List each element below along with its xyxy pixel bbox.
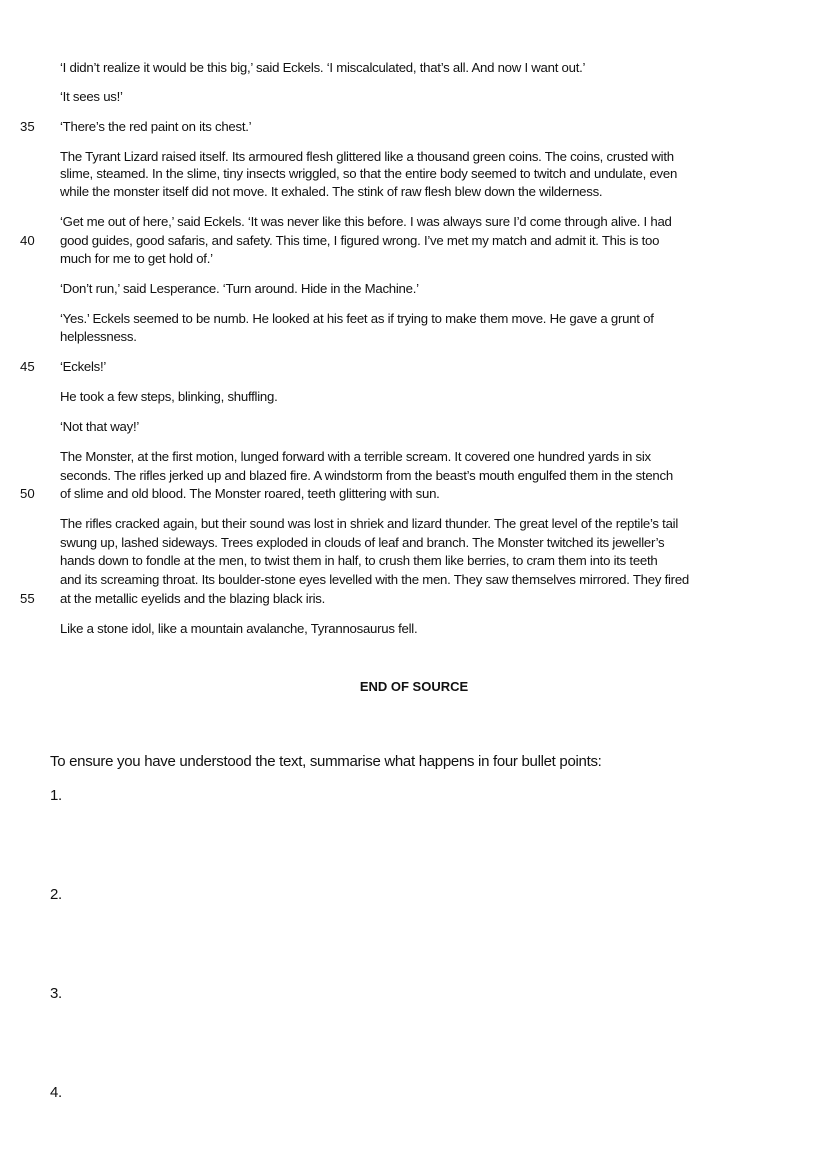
paragraph-12-line: The rifles cracked again, but their sound was lost in shriek and lizard thunder. The great level of the reptile’s tail: [60, 516, 679, 531]
paragraph-5-line: ‘Get me out of here,’ said Eckels. ‘It was never like this before. I was always sure I’d come through alive. I had: [60, 214, 672, 229]
paragraph-7-line: helplessness.: [60, 329, 137, 344]
paragraph-3-line: ‘There’s the red paint on its chest.’: [60, 119, 252, 134]
paragraph-11-line: seconds. The rifles jerked up and blazed fire. A windstorm from the beast’s mouth engulfed them in the stench: [60, 468, 673, 483]
paragraph-9-line: He took a few steps, blinking, shuffling.: [60, 389, 278, 404]
answer-4-label: 4.: [50, 1084, 62, 1101]
paragraph-2-line: ‘It sees us!’: [60, 89, 123, 104]
end-of-source-heading: END OF SOURCE: [359, 679, 469, 694]
answer-1-label: 1.: [50, 787, 62, 804]
line-number: 35: [20, 119, 35, 134]
paragraph-12-line: hands down to fondle at the men, to twist them in half, to crush them like berries, to cram them into its teeth: [60, 553, 658, 568]
paragraph-5-line: good guides, good safaris, and safety. This time, I figured wrong. I’ve met my match and admit it. This is too: [60, 233, 660, 248]
line-number: 55: [20, 591, 35, 606]
line-number: 45: [20, 359, 35, 374]
line-number: 40: [20, 233, 35, 248]
paragraph-11-line: The Monster, at the first motion, lunged forward with a terrible scream. It covered one hundred yards in six: [60, 449, 651, 464]
paragraph-5-line: much for me to get hold of.’: [60, 251, 213, 266]
paragraph-1-line: ‘I didn’t realize it would be this big,’ said Eckels. ‘I miscalculated, that’s all. And now I want out.’: [60, 60, 586, 75]
answer-3-label: 3.: [50, 985, 62, 1002]
paragraph-12-line: swung up, lashed sideways. Trees exploded in clouds of leaf and branch. The Monster twitched its jeweller’s: [60, 535, 665, 550]
paragraph-10-line: ‘Not that way!’: [60, 419, 140, 434]
paragraph-4-line: The Tyrant Lizard raised itself. Its armoured flesh glittered like a thousand green coins. The coins, crusted with: [60, 149, 674, 164]
paragraph-12-line: at the metallic eyelids and the blazing black iris.: [60, 591, 326, 606]
question-prompt: To ensure you have understood the text, summarise what happens in four bullet points:: [50, 753, 602, 770]
paragraph-4-line: while the monster itself did not move. It exhaled. The stink of raw flesh blew down the wilderness.: [60, 184, 603, 199]
answer-2-label: 2.: [50, 886, 62, 903]
paragraph-12-line: and its screaming throat. Its boulder-stone eyes levelled with the men. They saw themselves mirrored. They fired: [60, 572, 689, 587]
paragraph-6-line: ‘Don’t run,’ said Lesperance. ‘Turn around. Hide in the Machine.’: [60, 281, 419, 296]
paragraph-4-line: slime, steamed. In the slime, tiny insects wriggled, so that the entire body seemed to twitch and undulate, even: [60, 166, 678, 181]
paragraph-7-line: ‘Yes.’ Eckels seemed to be numb. He looked at his feet as if trying to make them move. He gave a grunt of: [60, 311, 654, 326]
line-number: 50: [20, 486, 35, 501]
paragraph-8-line: ‘Eckels!’: [60, 359, 107, 374]
paragraph-11-line: of slime and old blood. The Monster roared, teeth glittering with sun.: [60, 486, 440, 501]
paragraph-13-line: Like a stone idol, like a mountain avalanche, Tyrannosaurus fell.: [60, 621, 418, 636]
